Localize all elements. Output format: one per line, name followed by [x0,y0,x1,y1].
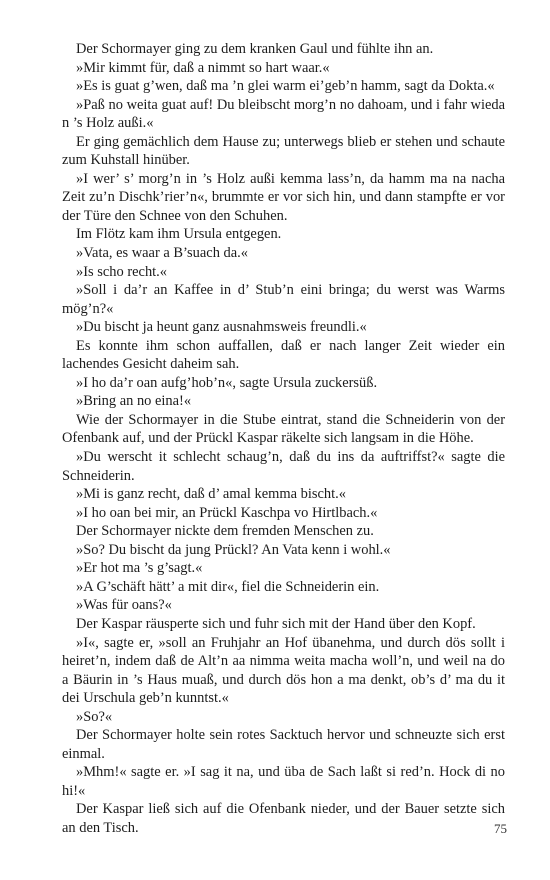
paragraph: Im Flötz kam ihm Ursula entgegen. [76,226,282,243]
paragraph: Der Kaspar räusperte sich und fuhr sich mit der Hand über den Kopf. [76,615,476,632]
paragraph: »Du werscht it schlecht schaug’n, daß du ins da auftriffst?« sagte die Schneiderin. [62,449,505,484]
paragraph: »So? Du bischt da jung Prückl? An Vata kenn i wohl.« [76,541,391,558]
paragraph: »Mi is ganz recht, daß d’ amal kemma bischt.« [76,486,346,503]
paragraph: »Is scho recht.« [76,263,168,280]
paragraph: »I wer’ s’ morg’n in ’s Holz außi kemma lass’n, da hamm ma na nacha Zeit zu’n Dischk’rier’n«, brummte er vor sich hin, und dann stampfte er vor der Türe den Schnee von den Schuhen. [62,170,505,224]
paragraph: »Vata, es waar a B’suach da.« [76,245,248,262]
paragraph: »Du bischt ja heunt ganz ausnahmsweis freundli.« [76,319,367,336]
body-text [62,40,505,838]
paragraph: »Bring an no eina!« [76,393,192,410]
paragraph: Er ging gemächlich dem Hause zu; unterwegs blieb er stehen und schaute zum Kuhstall hinüber. [62,133,505,169]
paragraph: »So?« [76,708,113,725]
paragraph: »Was für oans?« [76,597,172,614]
paragraph: »Soll i da’r an Kaffee in d’ Stub’n eini bringa; du werst was Warms mög’n?« [62,282,505,317]
paragraph: Der Kaspar ließ sich auf die Ofenbank nieder, und der Bauer setzte sich an den Tisch. [62,801,505,836]
paragraph: »Mhm!« sagte er. »I sag it na, und üba de Sach laßt si red’n. Hock di no hi!« [62,764,505,799]
paragraph: »I ho da’r oan aufg’hob’n«, sagte Ursula zuckersüß. [76,374,378,391]
paragraph: »Mir kimmt für, daß a nimmt so hart waar.« [76,59,330,76]
paragraph: Der Schormayer nickte dem fremden Menschen zu. [76,523,374,540]
paragraph: Der Schormayer ging zu dem kranken Gaul und fühlte ihn an. [76,41,434,57]
paragraph: »A G’schäft hätt’ a mit dir«, fiel die Schneiderin ein. [76,578,380,595]
paragraph: »Er hot ma ’s g’sagt.« [76,560,203,577]
paragraph: Es konnte ihm schon auffallen, daß er nach langer Zeit wieder ein lachendes Gesicht daheim sah. [62,337,505,373]
paragraph: »Es is guat g’wen, daß ma ’n glei warm ei’geb’n hamm, sagt da Dokta.« [76,78,495,95]
paragraph: Der Schormayer holte sein rotes Sacktuch hervor und schneuzte sich erst einmal. [62,727,505,762]
paragraph: Wie der Schormayer in die Stube eintrat, stand die Schneiderin von der Ofenbank auf, und der Prückl Kaspar räkelte sich langsam in die Höhe. [62,411,505,447]
page-number: 75 [494,821,507,836]
paragraph: »I«, sagte er, »soll an Fruhjahr an Hof übanehma, und durch dös sollt i heiret’n, indem daß de Alt’n aa nimma weita macha woll’n, und weil na do a Bäurin in ’s Haus muaß, und durch dös hon a ma denkt, ob’s d’ ma du it dei Urschula geb’n kunntst.« [62,634,505,707]
paragraph: »I ho oan bei mir, an Prückl Kaschpa vo Hirtlbach.« [76,504,378,521]
paragraph: »Paß no weita guat auf! Du bleibscht morg’n no dahoam, und i fahr wieda n ’s Holz außi.« [62,96,505,132]
